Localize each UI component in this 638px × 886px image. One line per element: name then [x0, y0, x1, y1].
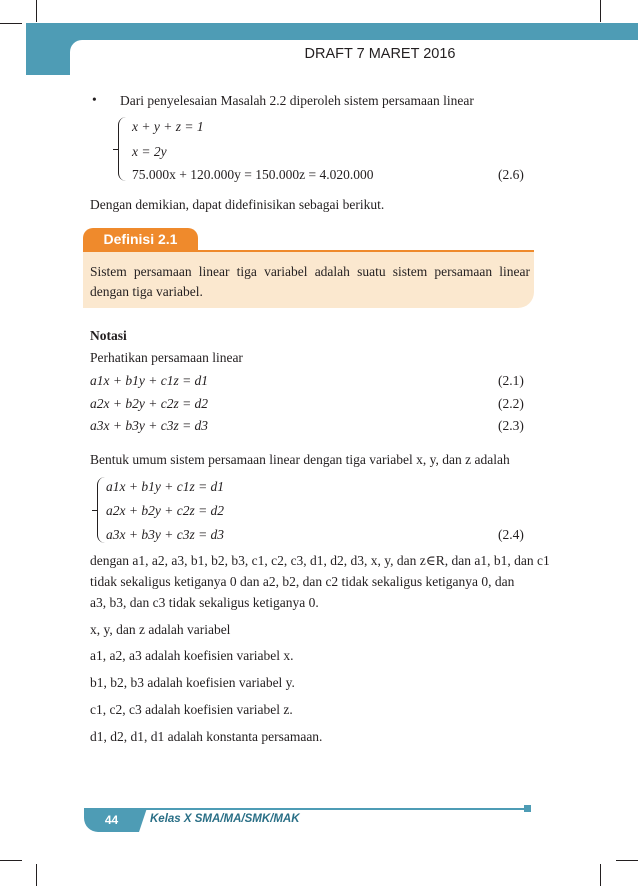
general-line: a1x + b1y + c1z = d1	[106, 479, 225, 494]
system-brace	[118, 117, 127, 181]
general-intro: Bentuk umum sistem persamaan linear dengan tiga variabel x, y, dan z adalah	[90, 452, 510, 467]
footer-rule	[84, 808, 526, 810]
crop-mark	[616, 860, 638, 861]
page-number: 44	[84, 808, 139, 832]
description-line: b1, b2, b3 adalah koefisien variabel y.	[90, 675, 295, 690]
general-brace	[97, 477, 106, 543]
description-line: a1, a2, a3 adalah koefisien variabel x.	[90, 648, 294, 663]
crop-mark	[600, 864, 601, 886]
description-line: c1, c2, c3 adalah koefisien variabel z.	[90, 702, 293, 717]
notation-intro: Perhatikan persamaan linear	[90, 350, 243, 365]
system-line: 75.000x + 120.000y = 150.000z = 4.020.000	[132, 167, 374, 182]
equation: a2x + b2y + c2z = d2	[90, 396, 209, 411]
bullet: •	[92, 92, 97, 107]
intro-text: Dari penyelesaian Masalah 2.2 diperoleh sistem persamaan linear	[120, 93, 474, 108]
conditions-line: a3, b3, dan c3 tidak sekaligus ketiganya 0.	[90, 595, 319, 610]
page-tab-slant	[139, 808, 147, 832]
definition-intro: Dengan demikian, dapat didefinisikan sebagai berikut.	[90, 197, 385, 212]
brace-tip	[113, 149, 119, 150]
crop-mark	[0, 23, 22, 24]
description-line: x, y, dan z adalah variabel	[90, 622, 231, 637]
system-line: x = 2y	[132, 144, 167, 159]
general-line: a2x + b2y + c2z = d2	[106, 503, 225, 518]
footer-book-title: Kelas X SMA/MA/SMK/MAK	[150, 813, 300, 825]
definition-text: Sistem persamaan linear tiga variabel adalah suatu sistem persamaan linear dengan tiga variabel.	[90, 264, 530, 299]
footer-square	[524, 805, 531, 812]
description-line: d1, d2, d1, d1 adalah konstanta persamaan.	[90, 729, 323, 744]
equation-number: (2.3)	[498, 418, 524, 433]
equation: a3x + b3y + c3z = d3	[90, 418, 209, 433]
draft-title: DRAFT 7 MARET 2016	[304, 46, 456, 62]
conditions-line: tidak sekaligus ketiganya 0 dan a2, b2, dan c2 tidak sekaligus ketiganya 0, dan	[90, 574, 515, 589]
equation-number: (2.1)	[498, 373, 524, 388]
equation-number: (2.6)	[498, 167, 524, 182]
definition-label: Definisi 2.1	[83, 228, 198, 250]
system-line: x + y + z = 1	[132, 119, 204, 134]
general-line: a3x + b3y + c3z = d3	[106, 527, 225, 542]
crop-mark	[36, 864, 37, 886]
notation-heading: Notasi	[90, 328, 127, 343]
equation: a1x + b1y + c1z = d1	[90, 373, 209, 388]
crop-mark	[600, 0, 601, 22]
crop-mark	[0, 860, 22, 861]
equation-number: (2.4)	[498, 527, 524, 542]
crop-mark	[36, 0, 37, 22]
brace-tip	[92, 510, 98, 511]
conditions-line: dengan a1, a2, a3, b1, b2, b3, c1, c2, c3, d1, d2, d3, x, y, dan z∈R, dan a1, b1, dan c1	[90, 553, 550, 568]
equation-number: (2.2)	[498, 396, 524, 411]
